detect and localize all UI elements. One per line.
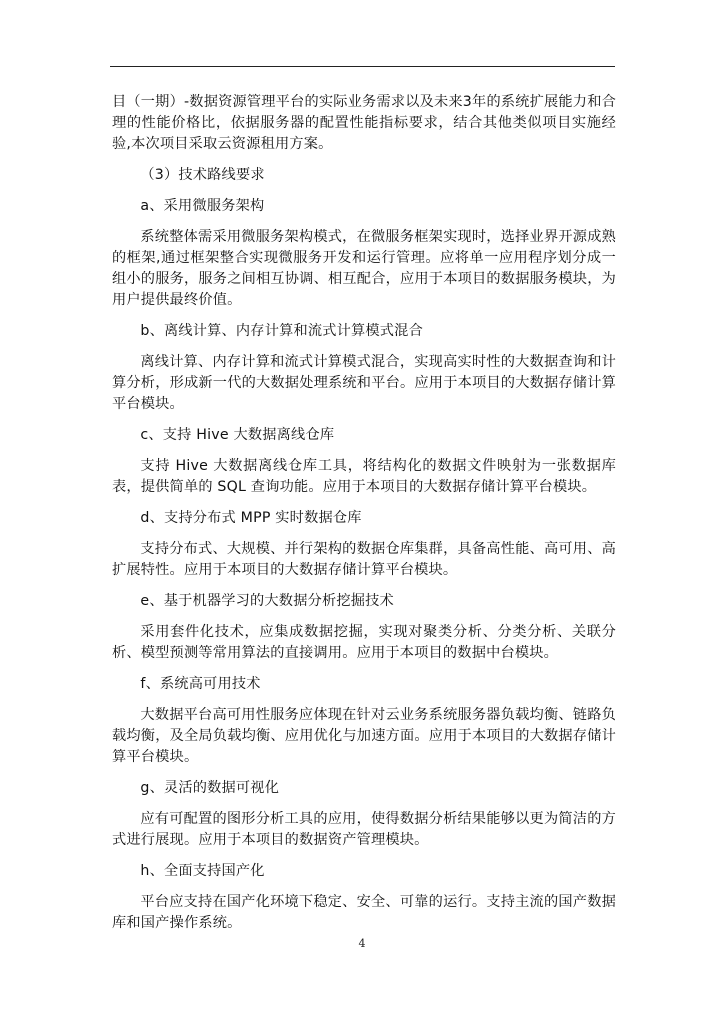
item-heading-e: e、基于机器学习的大数据分析挖掘技术 <box>140 593 394 609</box>
item-body-d: 支持分布式、大规模、并行架构的数据仓库集群，具备高性能、高可用、高扩展特性。应用于本项目的大数据存储计算平台模块。 <box>112 541 616 578</box>
section-title: （3）技术路线要求 <box>140 167 265 183</box>
item-body-f: 大数据平台高可用性服务应体现在针对云业务系统服务器负载均衡、链路负载均衡，及全局负载均衡、应用优化与加速方面。应用于本项目的大数据存储计算平台模块。 <box>112 707 616 765</box>
item-heading-d: d、支持分布式 MPP 实时数据仓库 <box>140 510 362 526</box>
document-body <box>112 92 616 934</box>
page-number: 4 <box>358 937 366 950</box>
item-heading-b: b、离线计算、内存计算和流式计算模式混合 <box>140 323 423 339</box>
item-body-e: 采用套件化技术，应集成数据挖掘，实现对聚类分析、分类分析、关联分析、模型预测等常用算法的直接调用。应用于本项目的数据中台模块。 <box>112 624 616 661</box>
item-heading-h: h、全面支持国产化 <box>140 863 265 879</box>
header-rule <box>110 66 615 67</box>
item-heading-c: c、支持 Hive 大数据离线仓库 <box>140 427 335 443</box>
item-body-g: 应有可配置的图形分析工具的应用，使得数据分析结果能够以更为简洁的方式进行展现。应用于本项目的数据资产管理模块。 <box>112 811 616 848</box>
item-heading-f: f、系统高可用技术 <box>140 676 261 692</box>
item-heading-g: g、灵活的数据可视化 <box>140 780 280 796</box>
item-body-a: 系统整体需采用微服务架构模式，在微服务框架实现时，选择业界开源成熟的框架,通过框架整合实现微服务开发和运行管理。应将单一应用程序划分成一组小的服务，服务之间相互协调、相互配合，应用于本项目的数据服务模块，为用户提供最终价值。 <box>112 229 616 308</box>
intro-paragraph: 目（一期）-数据资源管理平台的实际业务需求以及未来3年的系统扩展能力和合理的性能价格比，依据服务器的配置性能指标要求，结合其他类似项目实施经验,本次项目采取云资源租用方案。 <box>112 94 616 152</box>
item-heading-a: a、采用微服务架构 <box>140 198 265 214</box>
item-body-c: 支持 Hive 大数据离线仓库工具，将结构化的数据文件映射为一张数据库表，提供简单的 SQL 查询功能。应用于本项目的大数据存储计算平台模块。 <box>112 458 616 495</box>
item-body-b: 离线计算、内存计算和流式计算模式混合，实现高实时性的大数据查询和计算分析，形成新一代的大数据处理系统和平台。应用于本项目的大数据存储计算平台模块。 <box>112 354 616 412</box>
item-body-h: 平台应支持在国产化环境下稳定、安全、可靠的运行。支持主流的国产数据库和国产操作系统。 <box>112 894 616 931</box>
